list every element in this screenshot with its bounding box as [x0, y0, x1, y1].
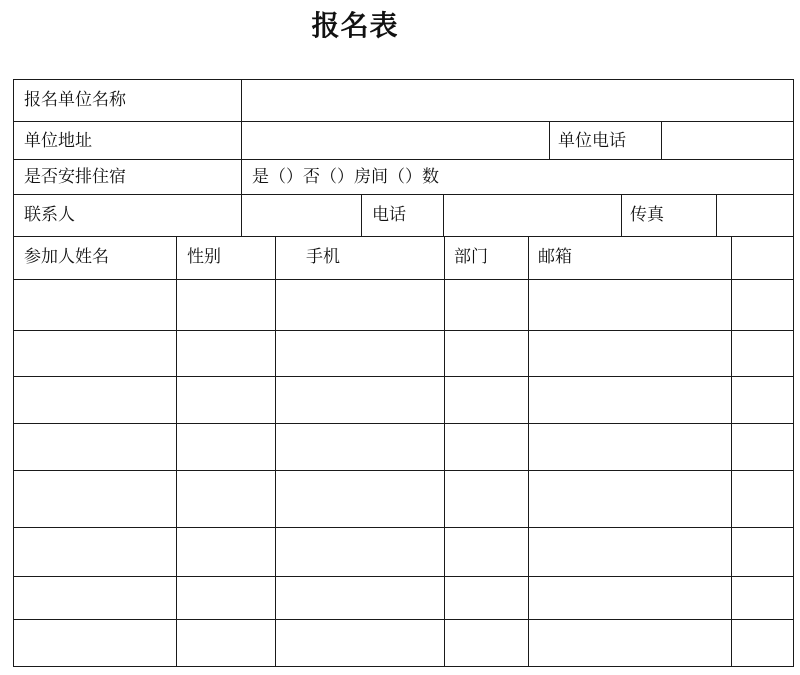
- participant-name-field[interactable]: [14, 280, 176, 330]
- phone-label: 电话: [372, 205, 406, 225]
- header-department: 部门: [454, 247, 488, 267]
- fax-label: 传真: [630, 205, 664, 225]
- border-right: [793, 79, 794, 667]
- border-left: [13, 79, 14, 667]
- col-divider: [549, 121, 550, 159]
- row-divider: [13, 330, 794, 331]
- phone-field[interactable]: [444, 195, 621, 236]
- row-divider: [13, 527, 794, 528]
- participant-extra-field[interactable]: [732, 280, 793, 330]
- accommodation-options[interactable]: 是（）否（）房间（）数: [252, 167, 439, 187]
- row-divider: [13, 576, 794, 577]
- unit-name-field[interactable]: [242, 80, 793, 121]
- unit-address-field[interactable]: [242, 122, 549, 159]
- header-participant-name: 参加人姓名: [24, 247, 109, 267]
- participant-email-field[interactable]: [529, 280, 731, 330]
- contact-label: 联系人: [24, 205, 75, 225]
- header-email: 邮箱: [538, 247, 572, 267]
- unit-phone-field[interactable]: [662, 122, 793, 159]
- row-divider: [13, 619, 794, 620]
- form-title: 报名表: [311, 9, 399, 42]
- participant-mobile-field[interactable]: [276, 280, 444, 330]
- col-divider: [621, 194, 622, 236]
- fax-field[interactable]: [717, 195, 793, 236]
- header-mobile: 手机: [306, 247, 340, 267]
- row-divider: [13, 194, 794, 195]
- row-divider: [13, 376, 794, 377]
- unit-address-label: 单位地址: [24, 131, 92, 151]
- row-divider: [13, 423, 794, 424]
- row-divider: [13, 236, 794, 237]
- participant-department-field[interactable]: [445, 280, 528, 330]
- unit-phone-label: 单位电话: [558, 131, 626, 151]
- header-gender: 性别: [187, 247, 221, 267]
- accommodation-label: 是否安排住宿: [24, 167, 126, 187]
- row-divider: [13, 470, 794, 471]
- participant-gender-field[interactable]: [177, 280, 275, 330]
- col-divider: [361, 194, 362, 236]
- contact-field[interactable]: [242, 195, 361, 236]
- row-divider: [13, 159, 794, 160]
- unit-name-label: 报名单位名称: [24, 90, 126, 110]
- border-bottom: [13, 666, 794, 667]
